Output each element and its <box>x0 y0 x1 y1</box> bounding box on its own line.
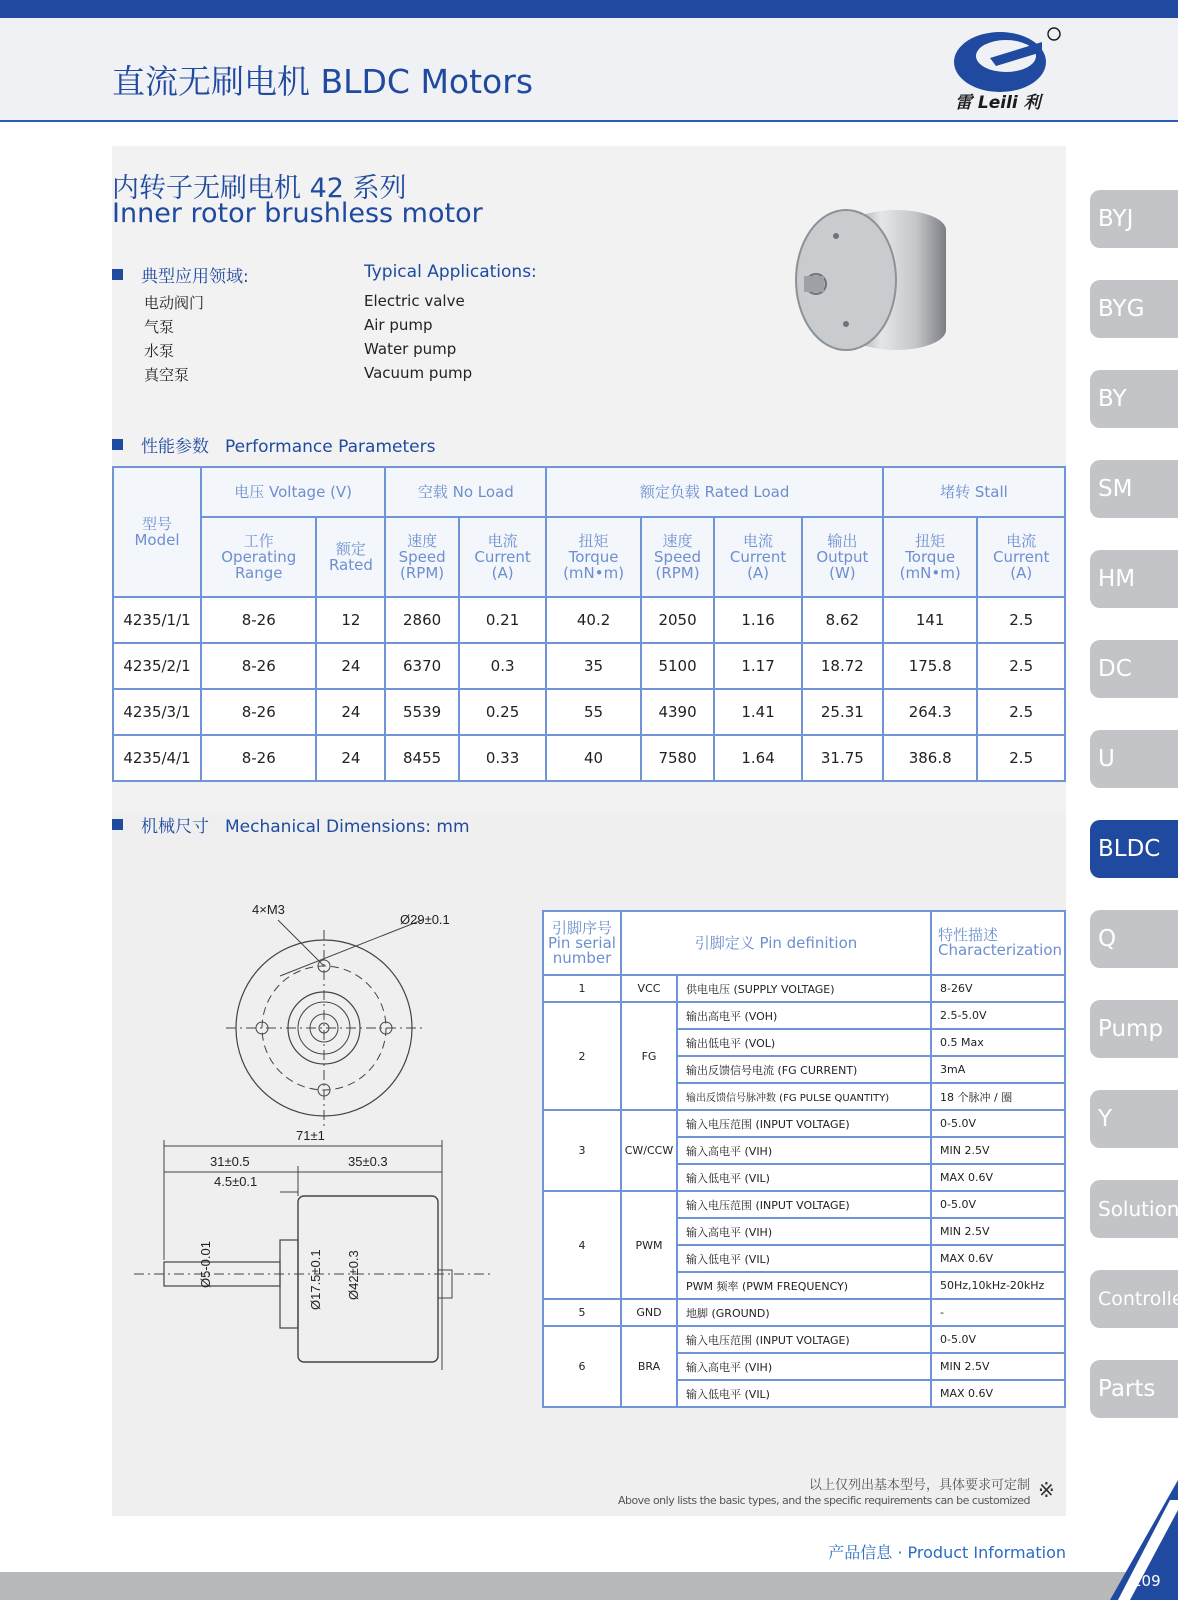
series-title-zh: 内转子无刷电机 42 系列 <box>112 173 407 204</box>
table-cell: 2.5 <box>977 735 1065 781</box>
side-tab-hm[interactable]: HM <box>1090 550 1178 608</box>
pin-definition: 输入低电平 (VIL) <box>677 1245 931 1272</box>
side-tab-dc[interactable]: DC <box>1090 640 1178 698</box>
pin-characterization: 8-26V <box>931 975 1065 1002</box>
side-tab-byg[interactable]: BYG <box>1090 280 1178 338</box>
table-cell: 4235/2/1 <box>113 643 201 689</box>
table-cell: 4235/3/1 <box>113 689 201 735</box>
pin-definition: 输入低电平 (VIL) <box>677 1164 931 1191</box>
dim-label: Ø5-0.01 <box>198 1241 213 1288</box>
bullet-square-icon <box>112 819 123 830</box>
table-cell: 24 <box>316 735 385 781</box>
pin-characterization: 0-5.0V <box>931 1110 1065 1137</box>
table-cell: 31.75 <box>802 735 883 781</box>
table-cell: 8-26 <box>201 735 316 781</box>
pin-name: CW/CCW <box>621 1110 677 1191</box>
pin-name: FG <box>621 1002 677 1110</box>
group-header: 堵转 Stall <box>883 467 1065 517</box>
side-tab-by[interactable]: BY <box>1090 370 1178 428</box>
pin-number: 3 <box>543 1110 621 1191</box>
pin-name: PWM <box>621 1191 677 1299</box>
table-row <box>543 1002 1065 1029</box>
table-row <box>113 735 1065 781</box>
pin-characterization: MAX 0.6V <box>931 1164 1065 1191</box>
mechanical-heading: 机械尺寸 Mechanical Dimensions: mm <box>112 812 470 837</box>
pin-name: BRA <box>621 1326 677 1407</box>
table-row <box>113 643 1065 689</box>
dim-label: 4.5±0.1 <box>214 1174 258 1189</box>
application-en: Electric valve <box>364 292 465 310</box>
column-header: 引脚序号 Pin serial number <box>543 911 621 975</box>
table-cell: 35 <box>546 643 640 689</box>
table-cell: 55 <box>546 689 640 735</box>
dim-label: 71±1 <box>296 1128 325 1143</box>
column-header: 额定 Rated <box>316 517 385 597</box>
table-row <box>543 975 1065 1002</box>
group-header: 额定负载 Rated Load <box>546 467 883 517</box>
table-cell: 8-26 <box>201 689 316 735</box>
performance-heading: 性能参数 Performance Parameters <box>112 432 435 457</box>
table-cell: 12 <box>316 597 385 643</box>
table-cell: 5100 <box>641 643 715 689</box>
table-cell: 6370 <box>385 643 459 689</box>
column-header: 输出 Output (W) <box>802 517 883 597</box>
column-header: 型号 Model <box>113 467 201 597</box>
applications-heading-en: Typical Applications: <box>364 262 537 282</box>
side-tab-sm[interactable]: SM <box>1090 460 1178 518</box>
page-number: 109 <box>1132 1572 1161 1590</box>
table-cell: 24 <box>316 689 385 735</box>
footer-label: 产品信息 · Product Information <box>828 1543 1066 1562</box>
table-row <box>543 1299 1065 1326</box>
side-tab-solution[interactable]: Solution <box>1090 1180 1178 1238</box>
table-cell: 2050 <box>641 597 715 643</box>
table-cell: 40.2 <box>546 597 640 643</box>
customization-note-zh: 以上仅列出基本型号，具体要求可定制 <box>808 1478 1030 1493</box>
reference-mark-icon: ※ <box>1038 1478 1055 1502</box>
pin-definition: 输入电压范围 (INPUT VOLTAGE) <box>677 1191 931 1218</box>
pin-characterization: 18 个脉冲 / 圈 <box>931 1083 1065 1110</box>
pin-definition: 输入高电平 (VIH) <box>677 1353 931 1380</box>
table-cell: 175.8 <box>883 643 977 689</box>
dim-label: 31±0.5 <box>210 1154 250 1169</box>
column-header: 电流 Current (A) <box>459 517 546 597</box>
dim-label: 35±0.3 <box>348 1154 388 1169</box>
column-header: 扭矩 Torque (mN•m) <box>883 517 977 597</box>
table-cell: 1.17 <box>714 643 801 689</box>
table-cell: 2.5 <box>977 597 1065 643</box>
pin-characterization: 50Hz,10kHz-20kHz <box>931 1272 1065 1299</box>
pin-name: VCC <box>621 975 677 1002</box>
performance-table <box>112 466 1066 782</box>
column-header: 速度 Speed (RPM) <box>641 517 715 597</box>
pin-definition: 输入电压范围 (INPUT VOLTAGE) <box>677 1326 931 1353</box>
table-cell: 24 <box>316 643 385 689</box>
pin-number: 1 <box>543 975 621 1002</box>
table-cell: 2.5 <box>977 643 1065 689</box>
table-row <box>543 1110 1065 1137</box>
table-cell: 0.3 <box>459 643 546 689</box>
table-cell: 18.72 <box>802 643 883 689</box>
table-cell: 4235/1/1 <box>113 597 201 643</box>
dim-label: 4×M3 <box>252 902 285 917</box>
pin-definition: 输出高电平 (VOH) <box>677 1002 931 1029</box>
table-cell: 4235/4/1 <box>113 735 201 781</box>
table-cell: 2.5 <box>977 689 1065 735</box>
table-row <box>543 1326 1065 1353</box>
application-zh: 电动阀门 <box>144 294 205 312</box>
top-bar <box>0 0 1178 18</box>
table-row <box>543 1191 1065 1218</box>
pin-characterization: 2.5-5.0V <box>931 1002 1065 1029</box>
pin-number: 6 <box>543 1326 621 1407</box>
logo-wordmark: 雷 Leili 利 <box>955 93 1041 113</box>
column-header: 特性描述 Characterization <box>931 911 1065 975</box>
table-cell: 8-26 <box>201 597 316 643</box>
side-tab-bldc[interactable]: BLDC <box>1090 820 1178 878</box>
side-tab-u[interactable]: U <box>1090 730 1178 788</box>
table-cell: 0.33 <box>459 735 546 781</box>
pin-number: 5 <box>543 1299 621 1326</box>
side-tab-pump[interactable]: Pump <box>1090 1000 1178 1058</box>
side-tab-byj[interactable]: BYJ <box>1090 190 1178 248</box>
series-title-en: Inner rotor brushless motor <box>112 198 483 229</box>
pin-definition: PWM 频率 (PWM FREQUENCY) <box>677 1272 931 1299</box>
table-cell: 8.62 <box>802 597 883 643</box>
table-row <box>113 689 1065 735</box>
pin-characterization: MAX 0.6V <box>931 1380 1065 1407</box>
footer-bar <box>0 1572 1178 1600</box>
column-header: 扭矩 Torque (mN•m) <box>546 517 640 597</box>
pin-definition: 地脚 (GROUND) <box>677 1299 931 1326</box>
table-cell: 8-26 <box>201 643 316 689</box>
pin-characterization: 0-5.0V <box>931 1326 1065 1353</box>
table-cell: 1.64 <box>714 735 801 781</box>
customization-note-en: Above only lists the basic types, and the specific requirements can be customized <box>617 1494 1030 1507</box>
table-cell: 0.25 <box>459 689 546 735</box>
pin-definition: 供电电压 (SUPPLY VOLTAGE) <box>677 975 931 1002</box>
application-en: Vacuum pump <box>364 364 473 382</box>
side-tab-parts[interactable]: Parts <box>1090 1360 1178 1418</box>
column-header: 工作 Operating Range <box>201 517 316 597</box>
table-cell: 40 <box>546 735 640 781</box>
column-header: 电流 Current (A) <box>977 517 1065 597</box>
dim-label: Ø42±0.3 <box>346 1250 361 1300</box>
pin-name: GND <box>621 1299 677 1326</box>
table-cell: 4390 <box>641 689 715 735</box>
table-cell: 1.16 <box>714 597 801 643</box>
pin-definition: 输入高电平 (VIH) <box>677 1218 931 1245</box>
table-row <box>113 597 1065 643</box>
column-header: 电流 Current (A) <box>714 517 801 597</box>
pin-characterization: MAX 0.6V <box>931 1245 1065 1272</box>
dim-label: Ø17.5±0.1 <box>308 1249 323 1310</box>
application-en: Air pump <box>364 316 433 334</box>
table-cell: 5539 <box>385 689 459 735</box>
pin-number: 4 <box>543 1191 621 1299</box>
application-zh: 水泵 <box>144 342 175 360</box>
pin-characterization: MIN 2.5V <box>931 1218 1065 1245</box>
column-header: 速度 Speed (RPM) <box>385 517 459 597</box>
pin-characterization: MIN 2.5V <box>931 1353 1065 1380</box>
group-header: 空载 No Load <box>385 467 546 517</box>
bullet-square-icon <box>112 439 123 450</box>
table-cell: 2860 <box>385 597 459 643</box>
side-tab-y[interactable]: Y <box>1090 1090 1178 1148</box>
pin-definition: 输出低电平 (VOL) <box>677 1029 931 1056</box>
applications-heading-zh: 典型应用领域: <box>112 262 249 287</box>
side-tab-q[interactable]: Q <box>1090 910 1178 968</box>
pin-number: 2 <box>543 1002 621 1110</box>
table-cell: 141 <box>883 597 977 643</box>
group-header: 电压 Voltage (V) <box>201 467 385 517</box>
dim-label: Ø29±0.1 <box>400 912 450 927</box>
mechanical-drawing <box>130 900 510 1420</box>
application-zh: 真空泵 <box>144 366 190 384</box>
table-cell: 386.8 <box>883 735 977 781</box>
pin-characterization: 3mA <box>931 1056 1065 1083</box>
motor-photo <box>786 200 966 370</box>
pin-definition: 输出反馈信号脉冲数 (FG PULSE QUANTITY) <box>677 1083 931 1110</box>
pin-characterization: - <box>931 1299 1065 1326</box>
table-cell: 264.3 <box>883 689 977 735</box>
pin-definition: 输出反馈信号电流 (FG CURRENT) <box>677 1056 931 1083</box>
application-en: Water pump <box>364 340 457 358</box>
bullet-square-icon <box>112 269 123 280</box>
page-title: 直流无刷电机 BLDC Motors <box>112 62 534 101</box>
pin-definition: 输入电压范围 (INPUT VOLTAGE) <box>677 1110 931 1137</box>
pin-characterization: 0.5 Max <box>931 1029 1065 1056</box>
table-cell: 8455 <box>385 735 459 781</box>
table-cell: 7580 <box>641 735 715 781</box>
table-cell: 0.21 <box>459 597 546 643</box>
pin-definition: 输入低电平 (VIL) <box>677 1380 931 1407</box>
pin-definition: 输入高电平 (VIH) <box>677 1137 931 1164</box>
side-tab-controller[interactable]: Controller <box>1090 1270 1178 1328</box>
table-cell: 1.41 <box>714 689 801 735</box>
application-zh: 气泵 <box>144 318 175 336</box>
column-header: 引脚定义 Pin definition <box>621 911 931 975</box>
table-cell: 25.31 <box>802 689 883 735</box>
pin-table <box>542 910 1066 1408</box>
pin-characterization: 0-5.0V <box>931 1191 1065 1218</box>
pin-characterization: MIN 2.5V <box>931 1137 1065 1164</box>
